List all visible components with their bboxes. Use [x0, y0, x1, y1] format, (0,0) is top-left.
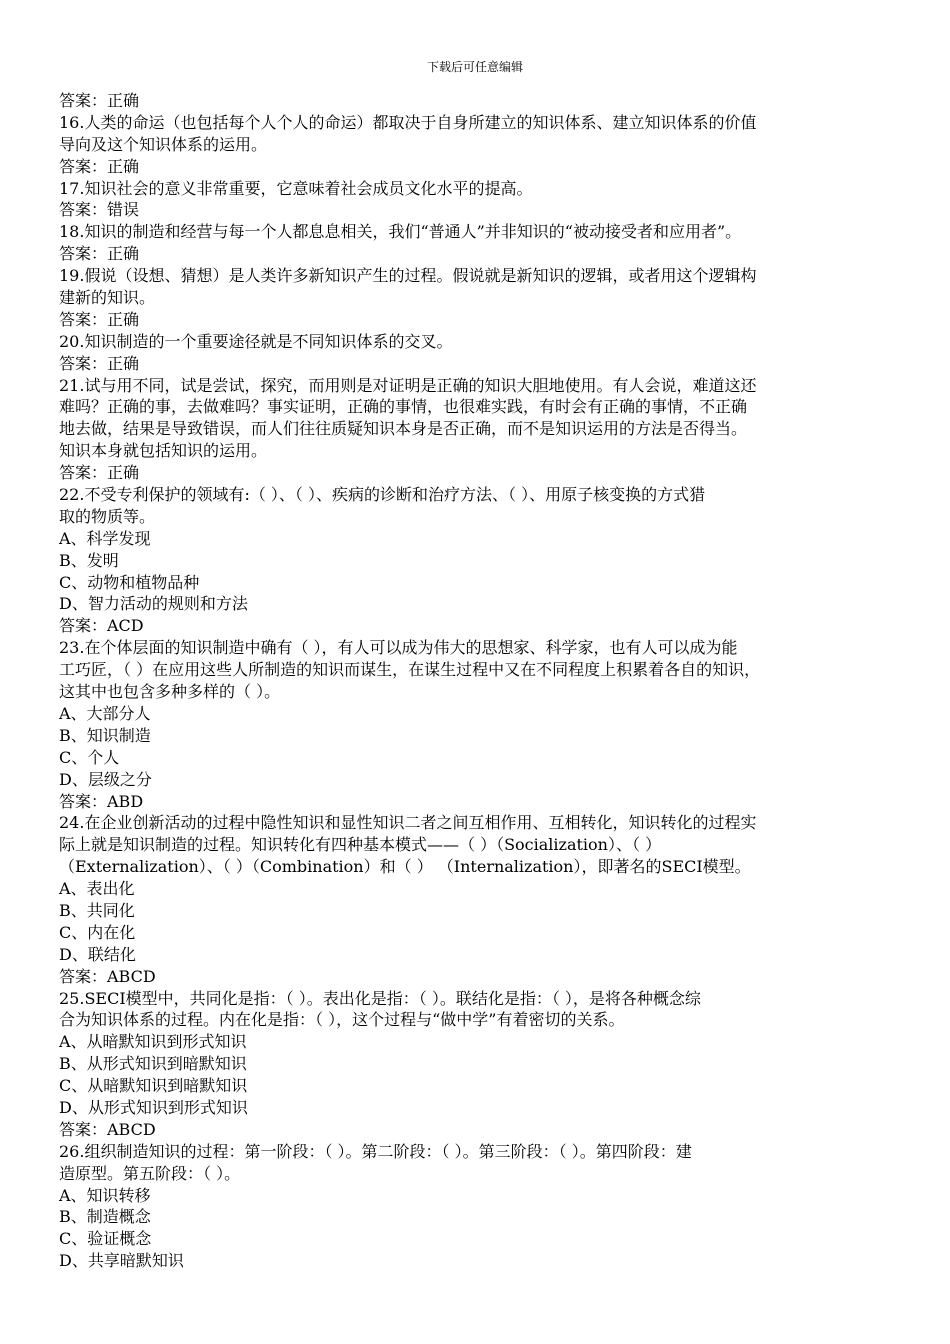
text-line: A、从暗默知识到形式知识: [59, 1032, 247, 1052]
text-line: （Externalization）、（ ）（Combination）和（ ） （Internalization），即著名的SECI模型。: [59, 857, 751, 877]
text-line: D、智力活动的规则和方法: [59, 594, 248, 614]
text-line: A、表出化: [59, 879, 135, 899]
text-line: 答案：正确: [59, 353, 140, 373]
text-line: 21.试与用不同，试是尝试，探究，而用则是对证明是正确的知识大胆地使用。有人会说，难道这还: [59, 375, 757, 395]
text-line: 导向及这个知识体系的运用。: [59, 134, 268, 154]
text-line: 25.SECI模型中，共同化是指：（ ）。表出化是指：（ ）。联结化是指：（ ），是将各种概念综: [59, 988, 701, 1008]
text-line: 22.不受专利保护的领域有:（ ）、（ ）、疾病的诊断和治疗方法、（ ）、用原子核变换的方式猎: [59, 485, 706, 505]
text-line: B、共同化: [59, 900, 135, 920]
text-line: 18.知识的制造和经营与每一个人都息息相关，我们“普通人”并非知识的“被动接受者和应用者”。: [59, 222, 742, 242]
text-line: 23.在个体层面的知识制造中确有（ ），有人可以成为伟大的思想家、科学家，也有人可以成为能: [59, 638, 738, 658]
text-line: 答案：ABCD: [59, 1119, 156, 1139]
text-line: 答案：正确: [59, 309, 140, 329]
text-line: B、发明: [59, 550, 119, 570]
text-line: 难吗？正确的事，去做难吗？事实证明，正确的事情，也很难实践，有时会有正确的事情，不正确: [59, 397, 748, 417]
text-line: 这其中也包含多种多样的（ ）。: [59, 682, 281, 702]
text-line: 建新的知识。: [59, 288, 156, 308]
text-line: B、知识制造: [59, 725, 151, 745]
text-line: 答案：ABCD: [59, 966, 156, 986]
text-line: D、共享暗默知识: [59, 1251, 184, 1271]
text-line: D、层级之分: [59, 769, 152, 789]
text-line: D、从形式知识到形式知识: [59, 1097, 248, 1117]
text-line: 工巧匠，（ ）在应用这些人所制造的知识而谋生，在谋生过程中又在不同程度上积累着各自的知识，: [59, 660, 761, 680]
text-line: 答案：正确: [59, 156, 140, 176]
text-line: A、知识转移: [59, 1185, 151, 1205]
text-line: 答案：正确: [59, 91, 140, 110]
text-line: A、科学发现: [59, 528, 151, 548]
text-line: 取的物质等。: [59, 506, 156, 526]
text-line: 知识本身就包括知识的运用。: [59, 441, 268, 461]
text-line: 造原型。第五阶段：（ ）。: [59, 1163, 241, 1183]
text-line: 答案：错误: [59, 200, 140, 220]
text-line: C、内在化: [59, 922, 136, 942]
text-line: 答案：ABD: [59, 791, 144, 811]
text-line: C、从暗默知识到暗默知识: [59, 1076, 248, 1096]
page-header: 下载后可任意编辑: [426, 60, 523, 74]
text-line: C、动物和植物品种: [59, 572, 200, 592]
document-body: [59, 90, 909, 1272]
text-line: 际上就是知识制造的过程。知识转化有四种基本模式——（ ）（Socialization）、（ ）: [59, 835, 662, 855]
text-line: 19.假说（设想、猜想）是人类许多新知识产生的过程。假说就是新知识的逻辑，或者用这个逻辑构: [59, 266, 757, 286]
text-line: 17.知识社会的意义非常重要，它意味着社会成员文化水平的提高。: [59, 178, 533, 198]
text-line: 16.人类的命运（也包括每个人个人的命运）都取决于自身所建立的知识体系、建立知识体系的价值: [59, 112, 757, 132]
text-line: 答案：正确: [59, 463, 140, 483]
text-line: B、从形式知识到暗默知识: [59, 1054, 247, 1074]
text-line: 地去做，结果是导致错误，而人们往往质疑知识本身是否正确，而不是知识运用的方法是否得当。: [59, 419, 748, 439]
text-line: C、个人: [59, 747, 120, 767]
text-line: 答案：ACD: [59, 616, 144, 636]
text-line: 合为知识体系的过程。内在化是指：（ ），这个过程与“做中学”有着密切的关系。: [59, 1010, 625, 1030]
text-line: D、联结化: [59, 944, 136, 964]
text-line: C、验证概念: [59, 1229, 152, 1249]
text-line: B、制造概念: [59, 1207, 151, 1227]
text-line: 20.知识制造的一个重要途径就是不同知识体系的交叉。: [59, 331, 453, 351]
text-line: A、大部分人: [59, 703, 151, 723]
text-line: 答案：正确: [59, 244, 140, 264]
text-line: 26.组织制造知识的过程：第一阶段：（ ）。第二阶段：（ ）。第三阶段：（ ）。第四阶段：建: [59, 1141, 692, 1161]
text-line: 24.在企业创新活动的过程中隐性知识和显性知识二者之间互相作用、互相转化，知识转化的过程实: [59, 813, 757, 833]
